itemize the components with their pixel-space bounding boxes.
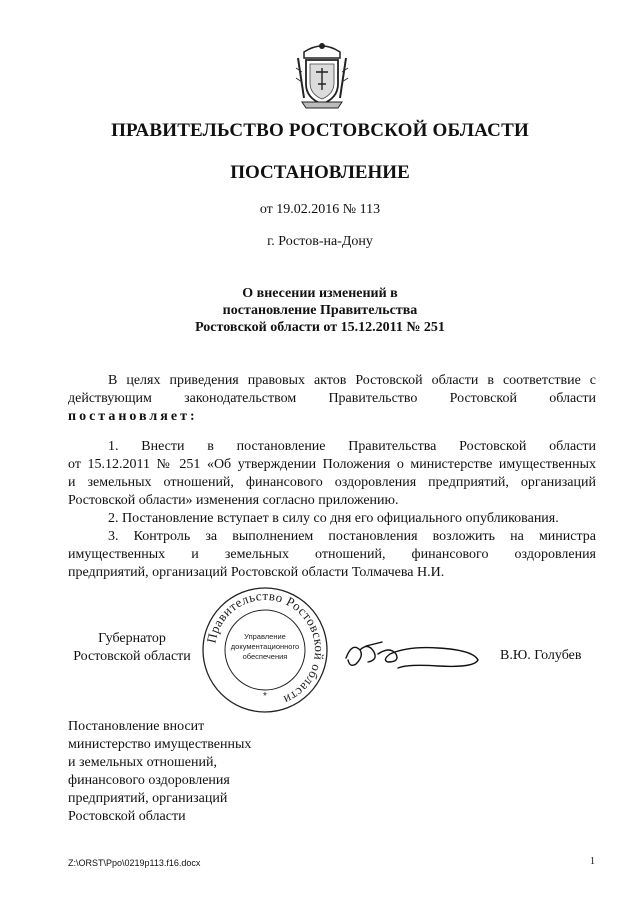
coat-of-arms-icon [292,38,352,110]
footer-file-path: Z:\ORST\Ppo\0219p113.f16.docx [68,858,201,868]
document-city: г. Ростов-на-Дону [267,234,373,249]
item-3-line: имущественных и земельных отношений, финансового оздоровления [68,547,596,562]
subject-line: Ростовской области от 15.12.2011 № 251 [195,320,445,335]
preamble-line: В целях приведения правовых актов Ростовской области в соответствие с [108,373,596,388]
note-line: министерство имущественных [68,737,252,752]
seal-inner-line: Управление [244,632,286,641]
government-title: ПРАВИТЕЛЬСТВО РОСТОВСКОЙ ОБЛАСТИ [111,120,529,141]
subject-line: постановление Правительства [222,303,418,318]
subject-line: О внесении изменений в [242,286,398,301]
seal-inner-line: документационного [230,642,300,651]
note-line: и земельных отношений, [68,755,217,770]
signatory-role-line: Ростовской области [73,649,191,664]
official-seal-stamp [200,585,330,715]
document-date-number: от 19.02.2016 № 113 [259,202,381,217]
signatory-role [68,630,196,666]
decree-items [68,438,596,582]
preamble-paragraph [68,372,596,426]
page-number: 1 [590,856,595,867]
document-type-heading: ПОСТАНОВЛЕНИЕ [230,162,410,183]
item-3-line: предприятий, организаций Ростовской области Толмачева Н.И. [68,565,445,580]
item-1-line: Ростовской области» изменения согласно приложению. [68,493,399,508]
seal-star: * [263,691,267,702]
signatory-name: В.Ю. Голубев [500,648,582,663]
handwritten-signature [338,628,488,678]
item-3-line: 3. Контроль за выполнением постановления возложить на министра [108,529,596,544]
item-2: 2. Постановление вступает в силу со дня его официального опубликования. [108,511,559,526]
item-1-line: и земельных отношений, финансового оздоровления предприятий, организаций [68,475,596,490]
note-line: Постановление вносит [68,719,205,734]
seal-outer-text: Правительство Ростовской области [203,587,328,708]
note-line: предприятий, организаций [68,791,228,806]
decree-word: постановляет: [68,409,198,424]
note-line: финансового оздоровления [68,773,230,788]
preamble-line: действующим законодательством Правительство Ростовской области [68,391,596,406]
seal-inner-line: обеспечения [242,652,288,661]
document-subject [0,285,640,336]
item-1-line: от 15.12.2011 № 251 «Об утверждении Положения о министерстве имущественных [68,457,596,472]
signatory-role-line: Губернатор [98,631,166,646]
note-line: Ростовской области [68,809,186,824]
item-1-line: 1. Внести в постановление Правительства Ростовской области [108,439,596,454]
submitted-by-note [68,718,251,826]
